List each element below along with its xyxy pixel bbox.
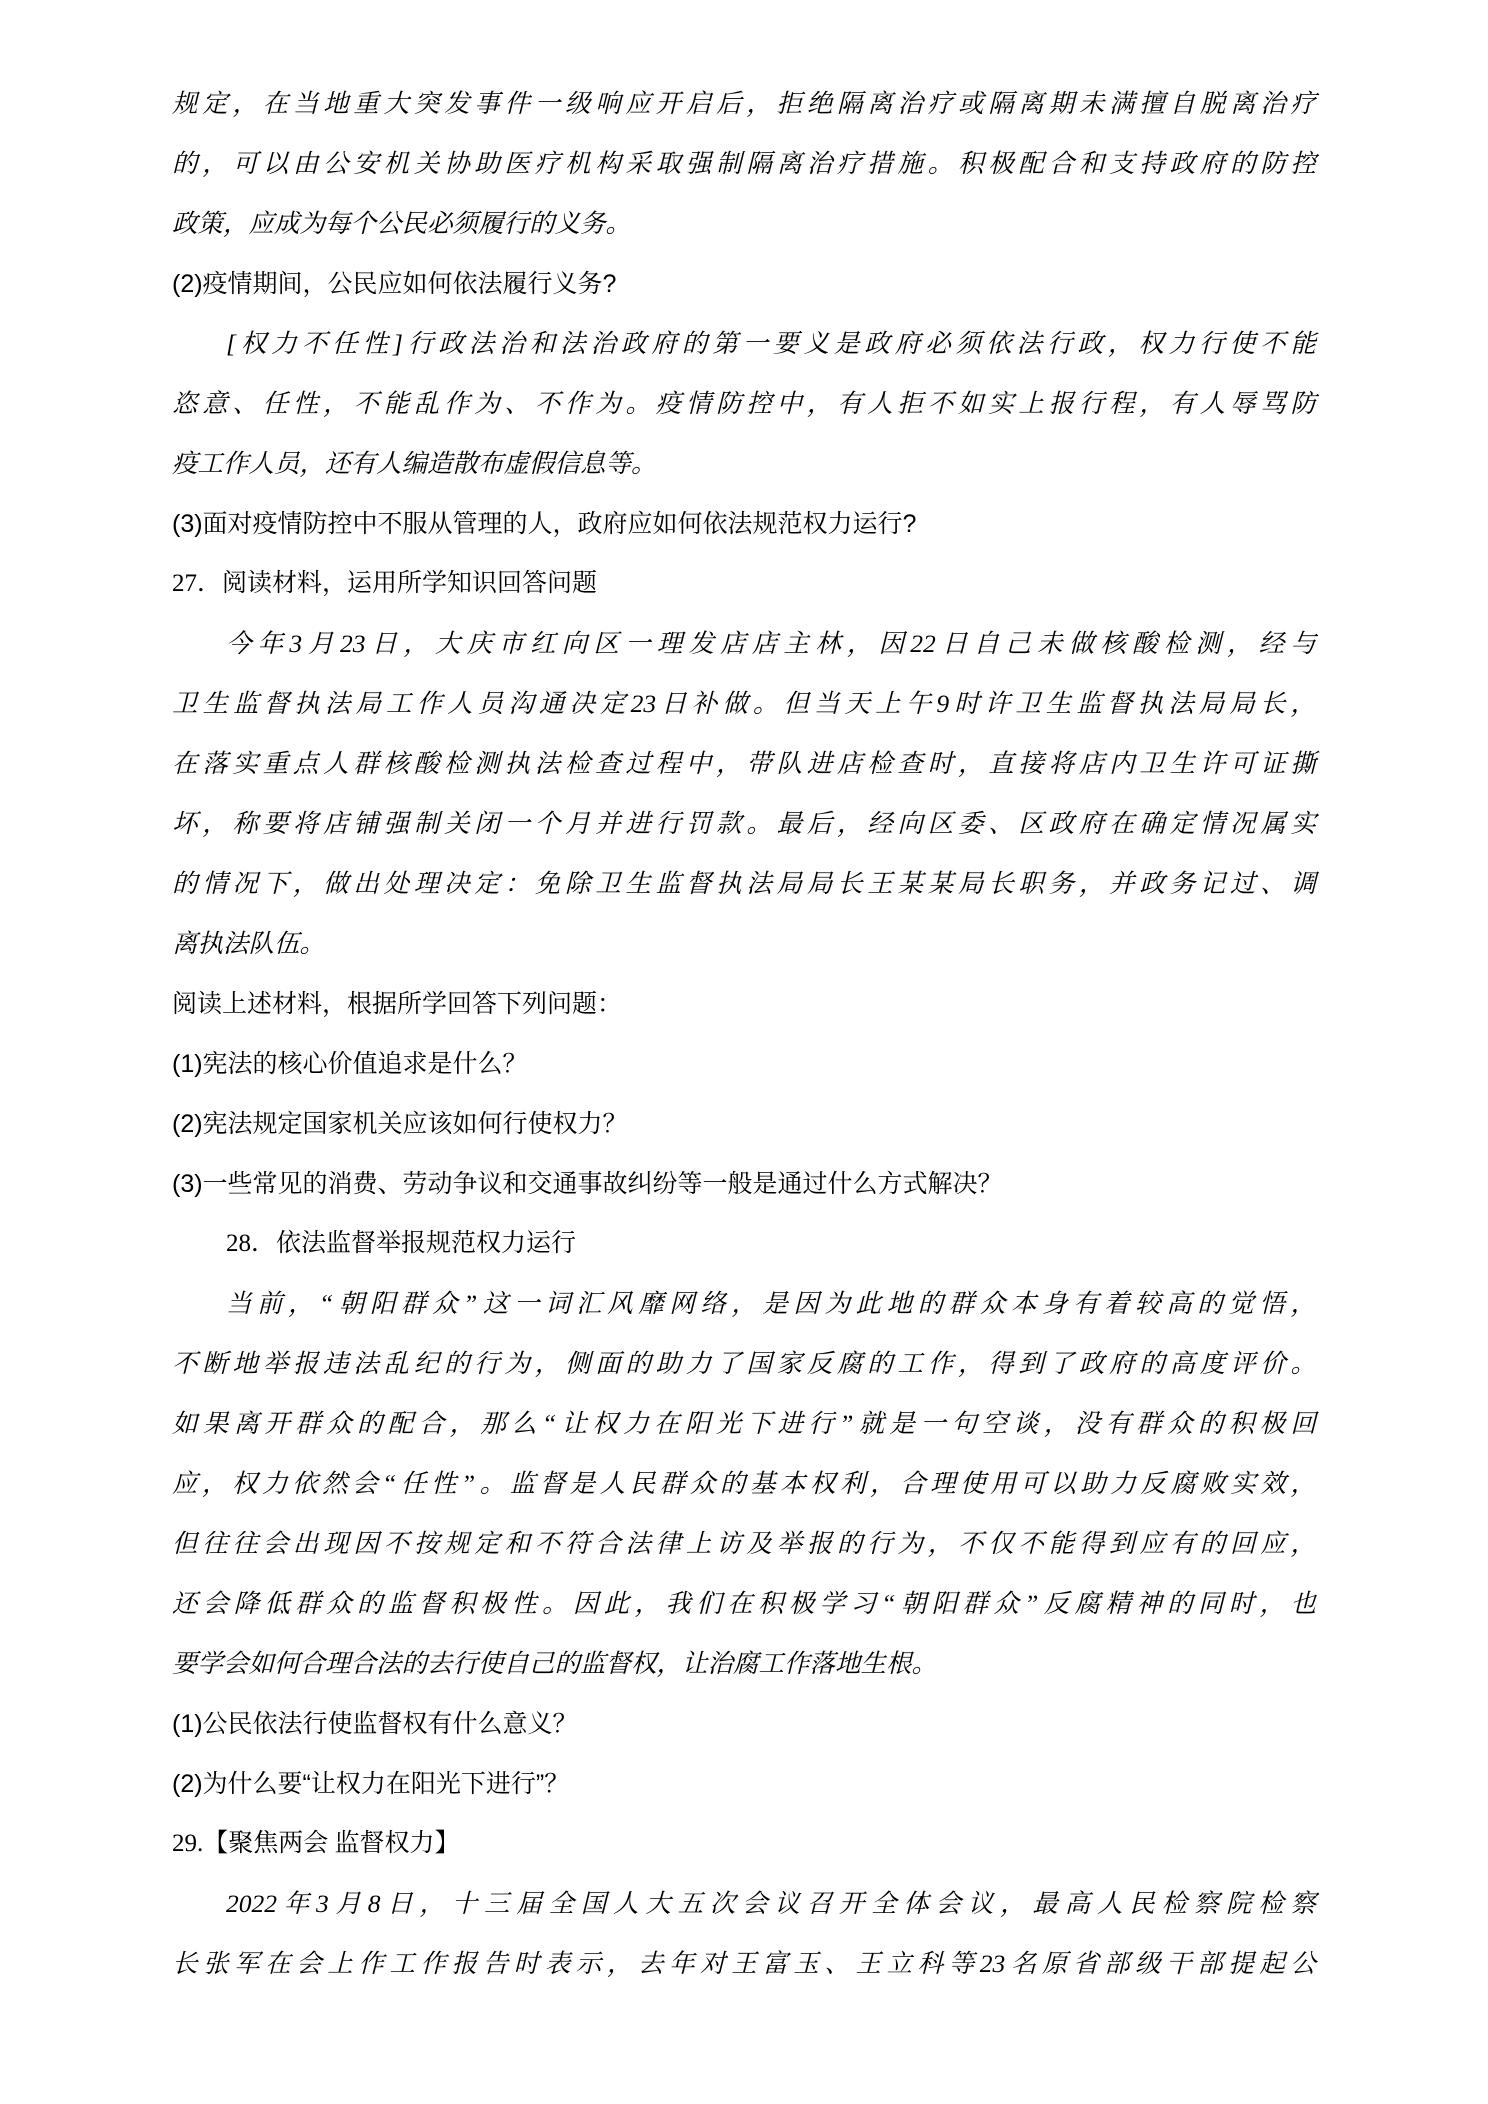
- text-line: 要学会如何合理合法的去行使自己的监督权，让治腐工作落地生根。: [172, 1649, 938, 1678]
- question-27-sub-3: (3)一些常见的消费、劳动争议和交通事故纠纷等一般是通过什么方式解决？: [172, 1170, 1003, 1198]
- question-26-sub-3: (3)面对疫情防控中不服从管理的人，政府应如何依法规范权力运行?: [172, 510, 917, 538]
- question-27-sub-1: (1)宪法的核心价值追求是什么？: [172, 1050, 528, 1078]
- text-line: 但往往会出现因不按规定和不符合法律上访及举报的行为，不仅不能得到应有的回应，: [172, 1529, 1316, 1558]
- paragraph-q29-material: [172, 1874, 1316, 1994]
- text-line: 离执法队伍。: [172, 929, 326, 958]
- paragraph-q26-material-continued: [172, 74, 1316, 254]
- text-line: 长张军在会上作工作报告时表示，去年对王富玉、王立科等23名原省部级干部提起公: [172, 1949, 1316, 1978]
- text-line: 规定，在当地重大突发事件一级响应开启后，拒绝隔离治疗或隔离期未满擅自脱离治疗: [172, 89, 1316, 118]
- text-line: 当前，“朝阳群众”这一词汇风靡网络，是因为此地的群众本身有着较高的觉悟，: [226, 1289, 1316, 1318]
- question-28-sub-2: (2)为什么要“让权力在阳光下进行”？: [172, 1770, 570, 1798]
- text-line: 应，权力依然会“任性”。监督是人民群众的基本权利，合理使用可以助力反腐败实效，: [172, 1469, 1316, 1498]
- question-28-sub-1: (1)公民依法行使监督权有什么意义？: [172, 1710, 578, 1738]
- paragraph-q26-material-2: [172, 314, 1316, 494]
- text-line: 卫生监督执法局工作人员沟通决定23日补做。但当天上午9时许卫生监督执法局局长，: [172, 689, 1316, 718]
- text-line: 政策，应成为每个公民必须履行的义务。: [172, 209, 632, 238]
- question-27-heading: 27．阅读材料，运用所学知识回答问题: [172, 570, 598, 597]
- page-content: [172, 74, 1316, 1994]
- question-29-heading: 29.【聚焦两会 监督权力】: [172, 1830, 460, 1857]
- question-26-sub-2: (2)疫情期间，公民应如何依法履行义务?: [172, 270, 617, 298]
- paragraph-q27-material: [172, 614, 1316, 974]
- text-line: 的情况下，做出处理决定：免除卫生监督执法局局长王某某局长职务，并政务记过、调: [172, 869, 1316, 898]
- question-28-heading: 28．依法监督举报规范权力运行: [226, 1230, 577, 1257]
- text-line: 在落实重点人群核酸检测执法检查过程中，带队进店检查时，直接将店内卫生许可证撕: [172, 749, 1316, 778]
- text-line: 的，可以由公安机关协助医疗机构采取强制隔离治疗措施。积极配合和支持政府的防控: [172, 149, 1316, 178]
- question-27-sub-2: (2)宪法规定国家机关应该如何行使权力？: [172, 1110, 628, 1138]
- text-line: 如果离开群众的配合，那么“让权力在阳光下进行”就是一句空谈，没有群众的积极回: [172, 1409, 1316, 1438]
- text-line: 还会降低群众的监督积极性。因此，我们在积极学习“朝阳群众”反腐精神的同时，也: [172, 1589, 1316, 1618]
- paragraph-q28-material: [172, 1274, 1316, 1694]
- text-line: [权力不任性]行政法治和法治政府的第一要义是政府必须依法行政，权力行使不能: [226, 329, 1316, 358]
- text-line: 今年3月23日，大庆市红向区一理发店店主林，因22日自己未做核酸检测，经与: [226, 629, 1316, 658]
- text-line: 恣意、任性，不能乱作为、不作为。疫情防控中，有人拒不如实上报行程，有人辱骂防: [172, 389, 1316, 418]
- text-line: 疫工作人员，还有人编造散布虚假信息等。: [172, 449, 657, 478]
- text-line: 2022年3月8日，十三届全国人大五次会议召开全体会议，最高人民检察院检察: [226, 1889, 1316, 1918]
- text-line: 坏，称要将店铺强制关闭一个月并进行罚款。最后，经向区委、区政府在确定情况属实: [172, 809, 1316, 838]
- text-line: 不断地举报违法乱纪的行为，侧面的助力了国家反腐的工作，得到了政府的高度评价。: [172, 1349, 1316, 1378]
- question-27-prompt: 阅读上述材料，根据所学回答下列问题：: [172, 990, 623, 1018]
